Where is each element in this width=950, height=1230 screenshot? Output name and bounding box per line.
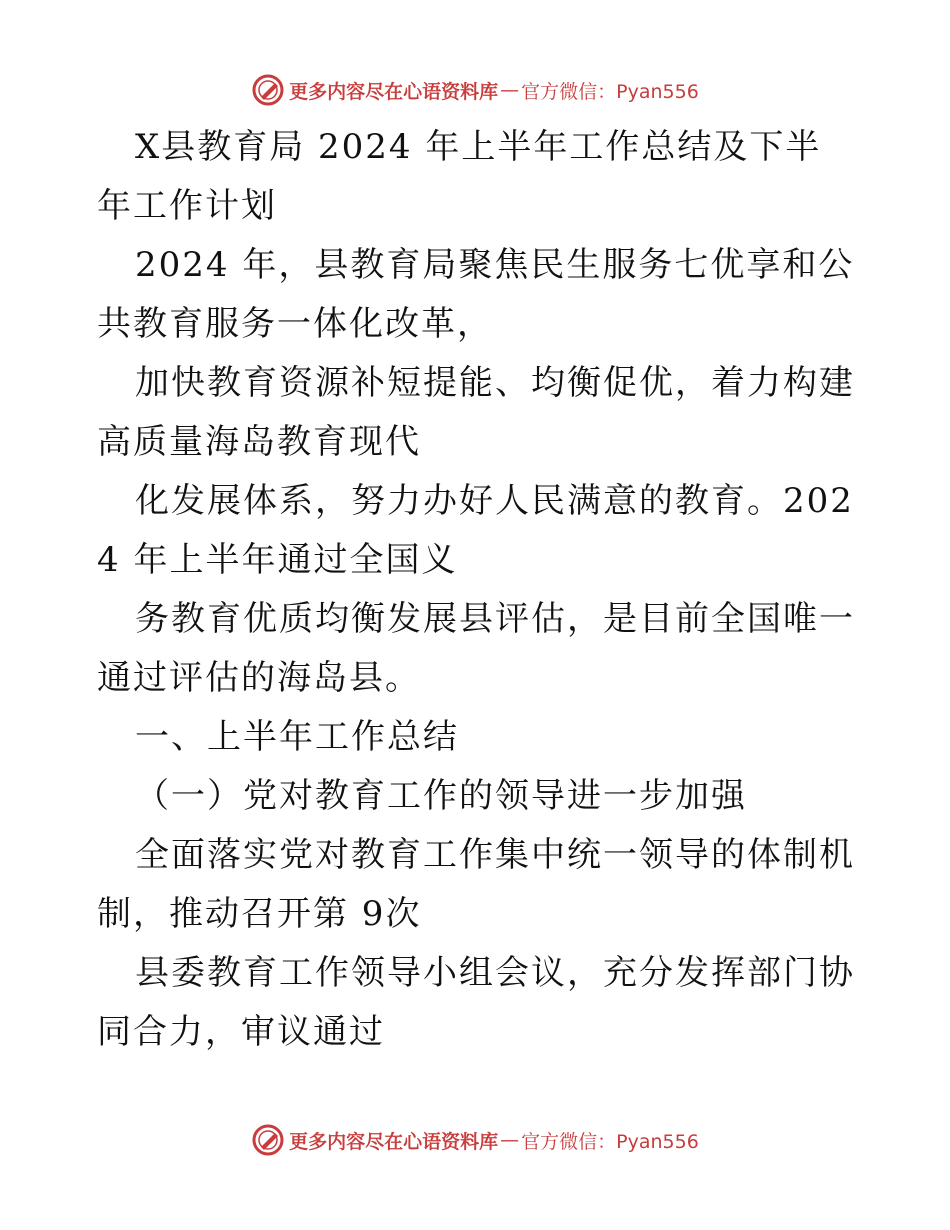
- document-title: X县教育局 2024 年上半年工作总结及下半年工作计划: [97, 127, 822, 226]
- paragraph: 化发展体系，努力办好人民满意的教育。2024 年上半年通过全国义: [97, 481, 854, 580]
- watermark-separator: —: [500, 1129, 520, 1151]
- paragraph: 加快教育资源补短提能、均衡促优，着力构建高质量海岛教育现代: [97, 363, 855, 462]
- watermark-text: 更多内容尽在心语资料库: [289, 1130, 499, 1153]
- subsection-heading: （一）党对教育工作的领导进一步加强: [135, 776, 747, 816]
- seal-logo-icon: [251, 73, 285, 107]
- watermark-contact: 官方微信：Pyan556: [521, 80, 699, 103]
- watermark-separator: —: [500, 79, 520, 101]
- section-heading: 一、上半年工作总结: [135, 717, 459, 757]
- paragraph: 务教育优质均衡发展县评估，是目前全国唯一通过评估的海岛县。: [97, 599, 855, 698]
- header-watermark: [0, 70, 950, 110]
- paragraph: 2024 年，县教育局聚焦民生服务七优享和公共教育服务一体化改革，: [97, 245, 855, 344]
- watermark-text: 更多内容尽在心语资料库: [289, 80, 499, 103]
- watermark-contact: 官方微信：Pyan556: [521, 1130, 699, 1153]
- document-body: [97, 118, 857, 1062]
- paragraph: 县委教育工作领导小组会议，充分发挥部门协同合力，审议通过: [97, 953, 855, 1052]
- footer-watermark: [0, 1120, 950, 1160]
- paragraph: 全面落实党对教育工作集中统一领导的体制机制，推动召开第 9次: [97, 835, 855, 934]
- seal-logo-icon: [251, 1123, 285, 1157]
